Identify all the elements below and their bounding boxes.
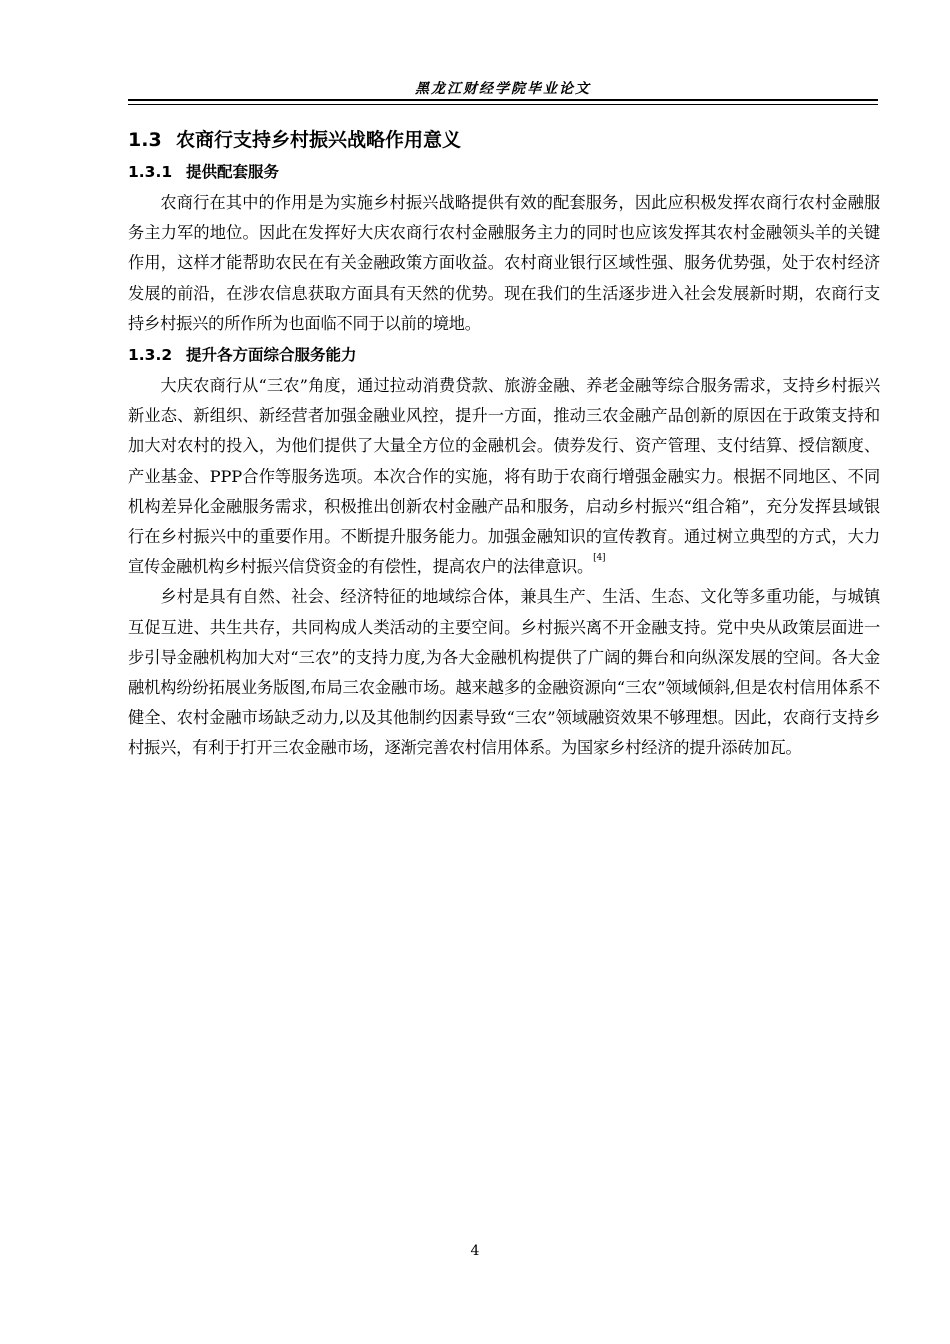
body-paragraph: 乡村是具有自然、社会、经济特征的地域综合体，兼具生产、生活、生态、文化等多重功能，与城镇互促互进、共生共存，共同构成人类活动的主要空间。乡村振兴离不开金融支持。党中央从政策层面进一步引导金融机构加大对“三农”的支持力度,为各大金融机构提供了广阔的舞台和向纵深发展的空间。各大金融机构纷纷拓展业务版图,布局三农金融市场。越来越多的金融资源向“三农”领域倾斜,但是农村信用体系不健全、农村金融市场缺乏动力,以及其他制约因素导致“三农”领域融资效果不够理想。因此，农商行支持乡村振兴，有利于打开三农金融市场，逐渐完善农村信用体系。为国家乡村经济的提升添砖加瓦。 [128,587,880,758]
paragraph-text: 大庆农商行从“三农”角度，通过拉动消费贷款、旅游金融、养老金融等综合服务需求，支持乡村振兴新业态、新组织、新经营者加强金融业风控，提升一方面，推动三农金融产品创新的原因在于政策支持和加大对农村的投入，为他们提供了大量全方位的金融机会。债券发行、资产管理、支付结算、授信额度、产业基金、PPP合作等服务选项。本次合作的实施，将有助于农商行增强金融实力。根据不同地区、不同机构差异化金融服务需求，积极推出创新农村金融产品和服务，启动乡村振兴“组合箱”，充分发挥县域银行在乡村振兴中的重要作用。不断提升服务能力。加强金融知识的宣传教育。通过树立典型的方式，大力宣传金融机构乡村振兴信贷资金的有偿性，提高农户的法律意识。 [128,376,880,577]
subsection-title: 提供配套服务 [186,163,280,181]
header-rule-thick [128,99,878,101]
citation-reference[interactable]: [4] [593,553,606,564]
subsection-heading-1-3-2 [128,339,880,371]
running-header: 黑龙江财经学院毕业论文 [415,81,591,97]
subsection-number: 1.3.1 [128,163,173,181]
body-paragraph [128,371,880,582]
subsection-title: 提升各方面综合服务能力 [186,346,357,365]
page-number: 4 [470,1243,480,1259]
section-title: 农商行支持乡村振兴战略作用意义 [176,129,462,151]
body-paragraph: 农商行在其中的作用是为实施乡村振兴战略提供有效的配套服务，因此应积极发挥农商行农村金融服务主力军的地位。因此在发挥好大庆农商行农村金融服务主力的同时也应该发挥其农村金融领头羊的关键作用，这样才能帮助农民在有关金融政策方面收益。农村商业银行区域性强、服务优势强，处于农村经济发展的前沿，在涉农信息获取方面具有天然的优势。现在我们的生活逐步进入社会发展新时期，农商行支持乡村振兴的所作所为也面临不同于以前的境地。 [128,193,880,333]
main-content [128,124,880,764]
subsection-number: 1.3.2 [128,346,173,365]
header-rule-thin [128,104,878,105]
section-number: 1.3 [128,129,162,151]
subsection-heading-1-3-1 [128,156,880,188]
section-heading-1-3 [128,124,880,156]
